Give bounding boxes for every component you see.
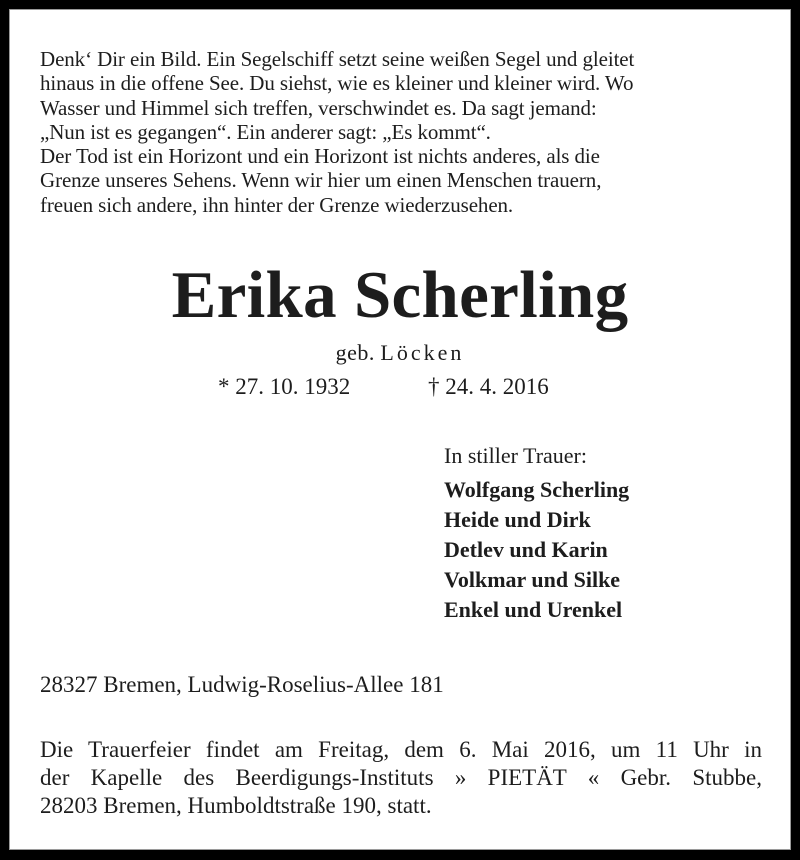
mourners-list xyxy=(444,475,629,625)
death-date: † 24. 4. 2016 xyxy=(428,374,549,399)
poem-line: Der Tod ist ein Horizont und ein Horizont ist nichts anderes, als die xyxy=(40,144,600,169)
maiden-name: Löcken xyxy=(380,340,465,365)
poem-line: Grenze unseres Sehens. Wenn wir hier um einen Menschen trauern, xyxy=(40,168,602,193)
deceased-name: Erika Scherling xyxy=(171,258,629,332)
home-address: 28327 Bremen, Ludwig-Roselius-Allee 181 xyxy=(40,672,444,697)
poem-line: Wasser und Himmel sich treffen, verschwindet es. Da sagt jemand: xyxy=(40,95,597,120)
obituary-notice xyxy=(9,9,791,850)
poem-paragraph xyxy=(40,47,634,217)
ceremony-line: der Kapelle des Beerdigungs-Instituts » PIETÄT « Gebr. Stubbe, xyxy=(40,765,762,790)
poem-line: Denk‘ Dir ein Bild. Ein Segelschiff setzt seine weißen Segel und gleitet xyxy=(40,47,635,71)
mourner-name: Wolfgang Scherling xyxy=(444,477,630,502)
ceremony-line: Die Trauerfeier findet am Freitag, dem 6. Mai 2016, um 11 Uhr in xyxy=(40,737,762,762)
ceremony-line: 28203 Bremen, Humboldtstraße 190, statt. xyxy=(40,793,432,818)
poem-line: hinaus in die offene See. Du siehst, wie es kleiner und kleiner wird. Wo xyxy=(40,71,634,96)
mourner-name: Heide und Dirk xyxy=(444,507,591,532)
mourners-label: In stiller Trauer: xyxy=(444,443,587,468)
mourner-name: Volkmar und Silke xyxy=(444,567,621,592)
mourner-name: Detlev und Karin xyxy=(444,537,608,562)
mourner-name: Enkel und Urenkel xyxy=(444,597,623,622)
poem-line: freuen sich andere, ihn hinter der Grenze wiederzusehen. xyxy=(40,192,514,217)
poem-line: „Nun ist es gegangen“. Ein anderer sagt: „Es kommt“. xyxy=(40,119,491,144)
maiden-prefix: geb. xyxy=(335,340,375,365)
maiden-name-line xyxy=(9,339,791,367)
birth-date: * 27. 10. 1932 xyxy=(218,374,351,399)
ceremony-paragraph xyxy=(40,736,762,820)
